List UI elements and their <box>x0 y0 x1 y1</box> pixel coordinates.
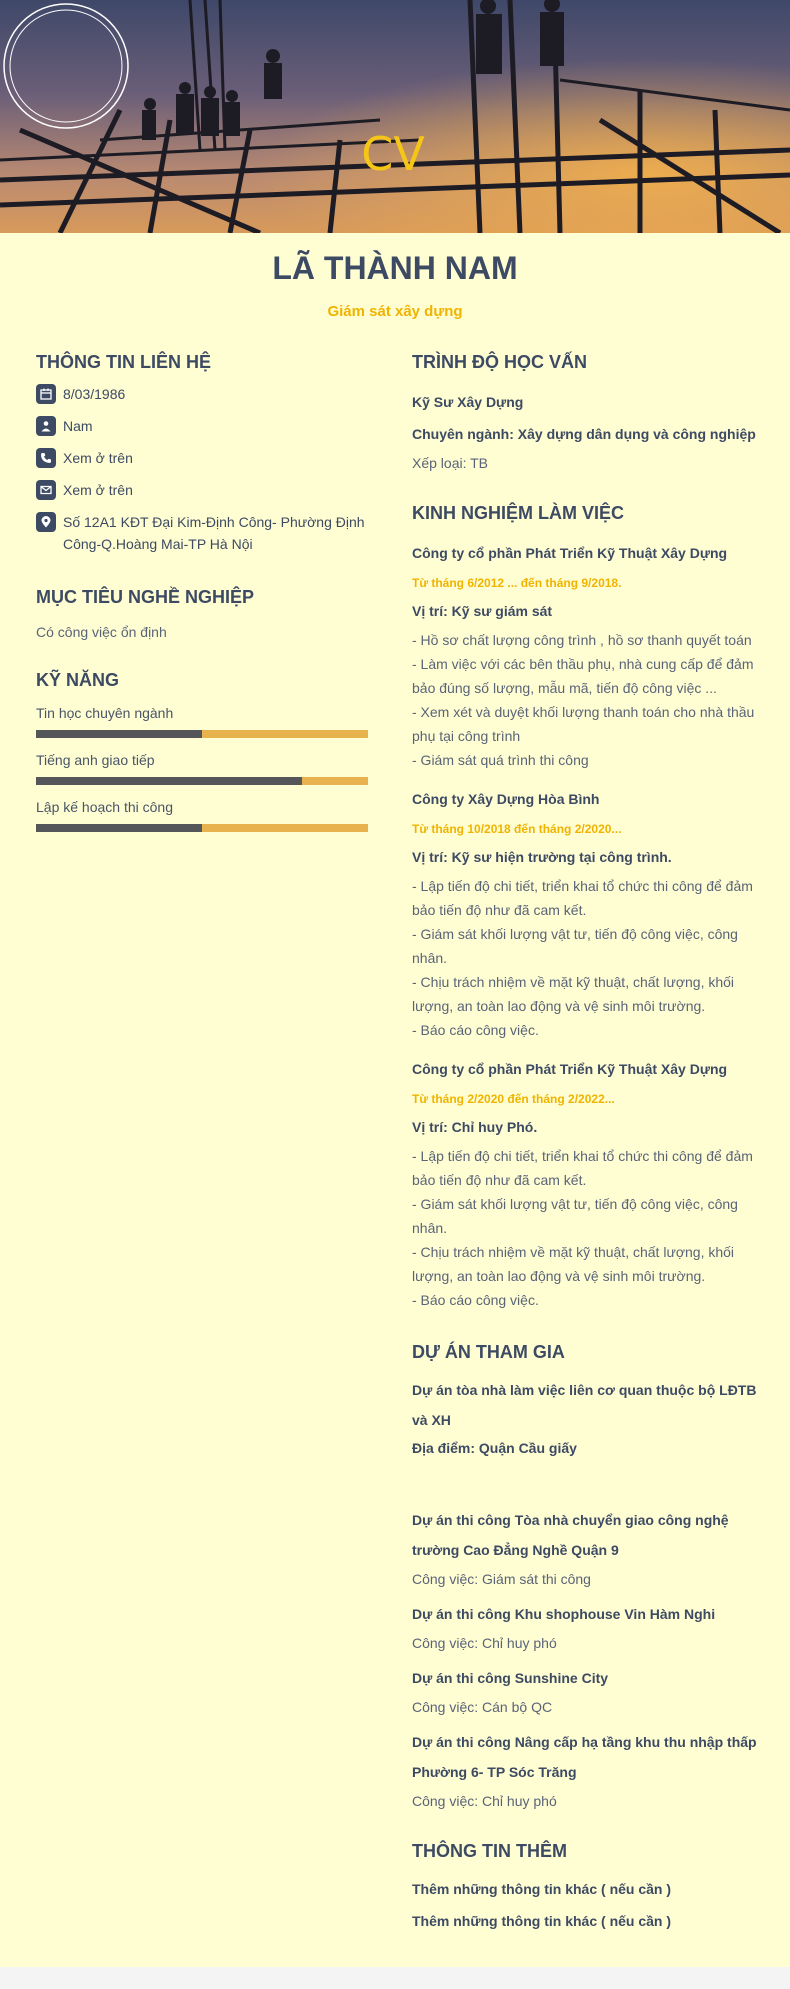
experience-heading: KINH NGHIỆM LÀM VIỆC <box>412 503 625 523</box>
contact-gender <box>36 415 368 437</box>
projects-heading: DỰ ÁN THAM GIA <box>412 1342 565 1362</box>
education-heading: TRÌNH ĐỘ HỌC VẤN <box>412 352 587 372</box>
skill-bar-track <box>36 730 368 738</box>
experience-company: Công ty Xây Dựng Hòa Bình <box>412 791 600 807</box>
duty-item: - Lập tiến độ chi tiết, triển khai tổ chức thi công để đảm bảo tiến độ như đã cam kết. <box>412 878 753 918</box>
duty-item: - Chịu trách nhiệm về mặt kỹ thuật, chất lượng, khối lượng, an toàn lao động và vệ sinh môi trường. <box>412 1244 735 1284</box>
extra-info-line: Thêm những thông tin khác ( nếu cần ) <box>412 1913 672 1929</box>
skill-label: Tin học chuyên ngành <box>36 705 174 721</box>
project-item <box>412 1663 772 1719</box>
skill-bar-fill <box>36 730 202 738</box>
skill-label: Lập kế hoạch thi công <box>36 799 173 815</box>
experience-company: Công ty cổ phần Phát Triển Kỹ Thuật Xây Dựng <box>412 545 728 561</box>
duty-item: - Báo cáo công việc. <box>412 1292 539 1308</box>
candidate-name: LÃ THÀNH NAM <box>272 250 518 286</box>
skill-bar-track <box>36 777 368 785</box>
contact-gender-text: Nam <box>63 418 93 434</box>
experience-duties <box>412 874 772 1042</box>
header-banner <box>0 0 790 233</box>
project-detail: Địa điểm: Quận Cầu giấy <box>412 1440 577 1456</box>
contact-email <box>36 479 368 501</box>
location-pin-icon <box>36 512 56 532</box>
objective-text: Có công việc ổn định <box>36 624 167 640</box>
project-detail: Công việc: Cán bộ QC <box>412 1699 553 1715</box>
contact-address <box>36 511 368 555</box>
experience-period: Từ tháng 6/2012 ... đến tháng 9/2018. <box>412 576 622 590</box>
project-item <box>412 1505 772 1591</box>
duty-item: - Giám sát khối lượng vật tư, tiến độ công việc, công nhân. <box>412 926 738 966</box>
contact-heading: THÔNG TIN LIÊN HỆ <box>36 352 211 372</box>
experience-item <box>412 788 772 1042</box>
experience-company: Công ty cổ phần Phát Triển Kỹ Thuật Xây Dựng <box>412 1061 728 1077</box>
experience-position: Vị trí: Kỹ sư giám sát <box>412 603 553 619</box>
education-rank: Xếp loại: TB <box>412 455 489 471</box>
duty-item: - Làm việc với các bên thầu phụ, nhà cung cấp để đảm bảo đúng số lượng, mẫu mã, tiến độ công việc ... <box>412 656 754 696</box>
objective-heading: MỤC TIÊU NGHỀ NGHIỆP <box>36 587 255 607</box>
job-title: Giám sát xây dựng <box>327 303 463 320</box>
cv-emblem-icon <box>0 0 132 132</box>
project-name: Dự án thi công Tòa nhà chuyển giao công nghệ trường Cao Đẳng Nghề Quận 9 <box>412 1512 729 1558</box>
skill-bar-track <box>36 824 368 832</box>
contact-birthdate-text: 8/03/1986 <box>63 386 126 402</box>
skill-bar-fill <box>36 824 202 832</box>
email-icon <box>36 480 56 500</box>
skills-heading: KỸ NĂNG <box>36 670 120 690</box>
project-name: Dự án thi công Sunshine City <box>412 1670 609 1686</box>
experience-item <box>412 542 772 772</box>
skill-label: Tiếng anh giao tiếp <box>36 752 155 768</box>
phone-icon <box>36 448 56 468</box>
project-item <box>412 1375 772 1459</box>
project-name: Dự án thi công Khu shophouse Vin Hàm Nghi <box>412 1606 716 1622</box>
duty-item: - Lập tiến độ chi tiết, triển khai tổ chức thi công để đảm bảo tiến độ như đã cam kết. <box>412 1148 753 1188</box>
duty-item: - Báo cáo công việc. <box>412 1022 539 1038</box>
contact-phone <box>36 447 368 469</box>
contact-address-text: Số 12A1 KĐT Đại Kim-Định Công- Phường Định Công-Q.Hoàng Mai-TP Hà Nội <box>63 514 365 552</box>
experience-duties <box>412 628 772 772</box>
project-item <box>412 1727 772 1813</box>
extra-info-line: Thêm những thông tin khác ( nếu cần ) <box>412 1881 672 1897</box>
experience-period: Từ tháng 2/2020 đến tháng 2/2022... <box>412 1092 615 1106</box>
right-column <box>412 352 772 1932</box>
experience-period: Từ tháng 10/2018 đến tháng 2/2020... <box>412 822 622 836</box>
project-detail: Công việc: Giám sát thi công <box>412 1571 591 1587</box>
project-item <box>412 1599 772 1655</box>
experience-item <box>412 1058 772 1312</box>
skill-bar-fill <box>36 777 302 785</box>
duty-item: - Xem xét và duyệt khối lượng thanh toán cho nhà thầu phụ tại công trình <box>412 704 755 744</box>
project-detail: Công việc: Chỉ huy phó <box>412 1635 557 1651</box>
duty-item: - Giám sát khối lượng vật tư, tiến độ công việc, công nhân. <box>412 1196 738 1236</box>
experience-position: Vị trí: Kỹ sư hiện trường tại công trình. <box>412 849 672 865</box>
project-name: Dự án tòa nhà làm việc liên cơ quan thuộc bộ LĐTB và XH <box>412 1382 757 1428</box>
education-degree: Kỹ Sư Xây Dựng <box>412 394 524 410</box>
experience-position: Vị trí: Chỉ huy Phó. <box>412 1119 538 1135</box>
experience-duties <box>412 1144 772 1312</box>
contact-email-text: Xem ở trên <box>63 482 133 498</box>
calendar-icon <box>36 384 56 404</box>
project-detail: Công việc: Chỉ huy phó <box>412 1793 557 1809</box>
person-icon <box>36 416 56 436</box>
duty-item: - Hồ sơ chất lượng công trình , hồ sơ thanh quyết toán <box>412 632 752 648</box>
left-column <box>36 352 368 832</box>
extra-info-heading: THÔNG TIN THÊM <box>412 1841 567 1861</box>
project-name: Dự án thi công Nâng cấp hạ tầng khu thu nhập thấp Phường 6- TP Sóc Trăng <box>412 1734 757 1780</box>
duty-item: - Giám sát quá trình thi công <box>412 752 589 768</box>
contact-birthdate <box>36 383 368 405</box>
education-major: Chuyên ngành: Xây dựng dân dụng và công nghiệp <box>412 426 756 442</box>
duty-item: - Chịu trách nhiệm về mặt kỹ thuật, chất lượng, khối lượng, an toàn lao động và vệ sinh môi trường. <box>412 974 735 1014</box>
skills-list <box>36 705 368 832</box>
cv-emblem-text: CV <box>361 127 425 181</box>
contact-phone-text: Xem ở trên <box>63 450 133 466</box>
